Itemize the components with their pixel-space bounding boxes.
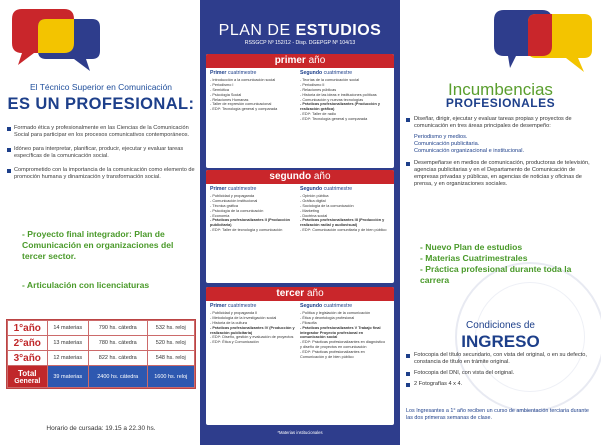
footnote: *Materias institucionales (277, 430, 323, 435)
year-box-3 (206, 287, 394, 425)
list-item: - EDI*: Prácticas profesionalizantes en Comunicación y de bien público (300, 350, 365, 360)
year-box-1 (206, 54, 394, 168)
list-item: - Prácticas profesionalizantes II (Producción publicitaria) (210, 218, 290, 228)
area-item: Periodismo y medios. (414, 134, 468, 140)
area-item: Comunicación publicitaria. (414, 141, 480, 147)
list-item: - Gráfica digital (300, 198, 326, 203)
subjects-cell: 14 materias (47, 321, 88, 336)
plan-title (200, 22, 400, 40)
list-item: - Periodismo II (300, 82, 325, 87)
profesional-title: ES UN PROFESIONAL: (7, 95, 195, 113)
list-item: Idóneo para interpretar, planificar, producir, ejecutar y evaluar tareas específicas de la comunicación social. (6, 146, 196, 160)
list-item: - EDI*: Diseño, gestión y evaluación de proyectos (210, 335, 294, 340)
intro-text: El Técnico Superior en Comunicación (29, 82, 173, 92)
term-sub: cuatrimestre (322, 186, 353, 192)
term-sub: cuatrimestre (322, 70, 353, 76)
second-term-list (300, 71, 390, 122)
general-label: General (14, 377, 41, 385)
second-term-list (300, 187, 390, 233)
list-item: - Prácticas profesionalizantes V Trabajo final integrador Proyecto profesional en comunicación social (300, 325, 381, 340)
reloj-cell: 548 hs. reloj (147, 351, 194, 366)
list-item: - Introducción a la comunicación social (210, 77, 276, 82)
list-item: - EDI*: Taller de tecnología y comunicación (210, 228, 283, 233)
list-item: - Comunicación institucional (210, 198, 258, 203)
news-item: - Materias Cuatrimestrales (420, 253, 528, 263)
area-item: Comunicación organizacional e institucional. (414, 148, 525, 154)
reloj-cell: 1600 hs. reloj (147, 366, 194, 388)
reloj-cell: 532 hs. reloj (147, 321, 194, 336)
total-label-cell (8, 366, 48, 388)
term-sub: cuatrimestre (226, 186, 257, 192)
news-item: - Práctica profesional durante toda la carrera (420, 264, 572, 285)
list-item: - Técnica gráfica (210, 203, 238, 208)
list-item: - Psicología de la comunicación (210, 208, 264, 213)
catedra-cell: 822 hs. cátedra (88, 351, 147, 366)
year-ord: primer (274, 55, 306, 66)
year-cell: 2°año (8, 336, 48, 351)
year-ord: tercer (276, 288, 305, 299)
term-sub: cuatrimestre (226, 70, 257, 76)
ingreso-title: INGRESO (461, 332, 540, 351)
list-item: Fotocopia del DNI, con vista del original. (406, 370, 596, 377)
year-cell: 1°año (8, 321, 48, 336)
term-head: Segundo (300, 303, 323, 309)
areas-list (406, 134, 596, 155)
articulation-text: - Articulación con licenciaturas (22, 280, 150, 290)
year-header (206, 170, 394, 184)
year-cell: 3°año (8, 351, 48, 366)
year-ord: segundo (269, 171, 312, 182)
first-term-list (210, 304, 300, 360)
list-item: - EDI*: Taller de radio (300, 112, 337, 117)
list-item: - Economía (210, 213, 230, 218)
list-item: Formado ética y profesionalmente en las Ciencias de la Comunicación Social para participar en los procesos comunicativos contemporáneos. (6, 125, 196, 139)
total-label: Total (18, 368, 37, 378)
reloj-cell: 520 hs. reloj (147, 336, 194, 351)
list-item: - Teorías de la comunicación social (300, 77, 360, 82)
list-item: - Relaciones públicas (300, 87, 337, 92)
list-item: - EDI*: Tecnología general y comparada (300, 117, 368, 122)
plan-panel (200, 0, 400, 445)
list-item: - EDI*: Tecnología general y comparada (210, 107, 278, 112)
list-item: Comprometido con la importancia de la comunicación como elemento de promoción humana y dinamización y transformación social. (6, 167, 196, 181)
ingresantes-note: Los Ingresantes a 1° año reciben un curso de ambientación terciaria durante las dos primeras semanas de clase. (406, 408, 589, 421)
catedra-cell: 2400 hs. cátedra (88, 366, 147, 388)
list-item: - Opinión pública (300, 193, 329, 198)
speech-bubbles-icon (488, 4, 596, 76)
list-item: 2 Fotografías 4 x 4. (406, 381, 596, 388)
list-item: - Publicidad y propaganda (210, 193, 255, 198)
list-item: - Comunicación y nuevas tecnologías (300, 97, 364, 102)
list-item: - Marketing (300, 208, 319, 213)
term-head: Primer (210, 186, 227, 192)
list-item: - Metodología de la investigación social (210, 315, 277, 320)
term-sub: cuatrimestre (226, 303, 257, 309)
year-word: año (311, 171, 331, 182)
second-term-list (300, 304, 390, 360)
plan-title-bold: ESTUDIOS (295, 22, 382, 39)
term-head: Segundo (300, 70, 323, 76)
schedule-text: Horario de cursada: 19.15 a 22.30 hs. (46, 425, 156, 432)
year-header (206, 287, 394, 301)
year-word: año (304, 288, 324, 299)
year-word: año (305, 55, 326, 66)
table-row (8, 321, 195, 336)
hours-table (6, 319, 196, 389)
list-item: - Historia de la cultura (210, 320, 247, 325)
term-sub: cuatrimestre (322, 303, 353, 309)
first-term-list (210, 71, 300, 122)
subjects-cell: 12 materias (47, 351, 88, 366)
first-term-list (210, 187, 300, 233)
news-list (420, 242, 596, 286)
year-box-2 (206, 170, 394, 283)
term-head: Segundo (300, 186, 323, 192)
list-item: Desempeñarse en medios de comunicación, productoras de televisión, agencias publicitarias y en el Departamento de Comunicación de empresas privadas y públicas, en agencias de noticias y oficinas de prensa, y en organizaciones sociales. (406, 160, 596, 188)
list-item: - Política y legislación de la comunicación (300, 310, 371, 315)
news-item: - Nuevo Plan de estudios (420, 242, 523, 252)
list-item: - Historia de las ideas e instituciones políticas (300, 92, 377, 97)
table-row (8, 351, 195, 366)
total-row (8, 366, 195, 388)
list-item: Fotocopia del título secundario, con vista del original, o en su defecto, constancia de título en trámite original. (406, 352, 596, 366)
list-item: - EDI*: Comunicación comunitaria y de bien público (300, 228, 387, 233)
project-text: - Proyecto final integrador: Plan de Comunicación en organizaciones del tercer sector. (22, 229, 174, 261)
list-item: - Sociología de la comunicación (300, 203, 354, 208)
term-head: Primer (210, 70, 227, 76)
list-item: - Ética y deontología profesional (300, 315, 355, 320)
list-item: - Doctrina social (300, 213, 328, 218)
subjects-cell: 13 materias (47, 336, 88, 351)
list-item: - Psicología Social (210, 92, 242, 97)
incumbencias-subtitle: PROFESIONALES (445, 96, 556, 110)
table-row (8, 336, 195, 351)
list-item: - Taller de expresión comunicacional (210, 102, 272, 107)
list-item: - Relaciones Humanas (210, 97, 249, 102)
incumbencias-title: Incumbencias (448, 80, 553, 99)
year-header (206, 54, 394, 68)
list-item: - Publicidad y propaganda II (210, 310, 258, 315)
incumbencias-list (406, 116, 596, 192)
list-item: - Periodismo I (210, 82, 234, 87)
subjects-cell: 39 materias (47, 366, 88, 388)
list-item: Diseñar, dirigir, ejecutar y evaluar tareas propias y proyectos de comunicación en tres áreas principales de desempeño: (406, 116, 596, 130)
catedra-cell: 780 hs. cátedra (88, 336, 147, 351)
list-item: - EDI*: Prácticas profesionalizantes en diagnóstico y diseño de proyectos en comunicación (300, 340, 386, 350)
plan-title-prefix: PLAN DE (218, 22, 296, 39)
list-item: - Filosofía (300, 320, 317, 325)
conditions-title: Condiciones de (466, 320, 535, 331)
list-item: - EDI*: Ética y Comunicación (210, 340, 259, 345)
term-head: Primer (210, 303, 227, 309)
resolution-text: RSSGCP Nº 152/12 - Disp. DGEPGP Nº 104/13 (244, 40, 356, 46)
list-item: - Prácticas profesionalizantes IV (Producción y realización publicitaria) (210, 325, 295, 335)
list-item: - Semiótica (210, 87, 229, 92)
profile-list (6, 125, 196, 188)
list-item: - Prácticas profesionalizantes III (Producción y realización radial y audiovisual) (300, 218, 385, 228)
requirements-list (406, 352, 596, 392)
list-item: - Prácticas profesionalizantes (Producción y realización gráfica) (300, 102, 380, 112)
catedra-cell: 790 hs. cátedra (88, 321, 147, 336)
speech-bubbles-icon (4, 5, 104, 75)
